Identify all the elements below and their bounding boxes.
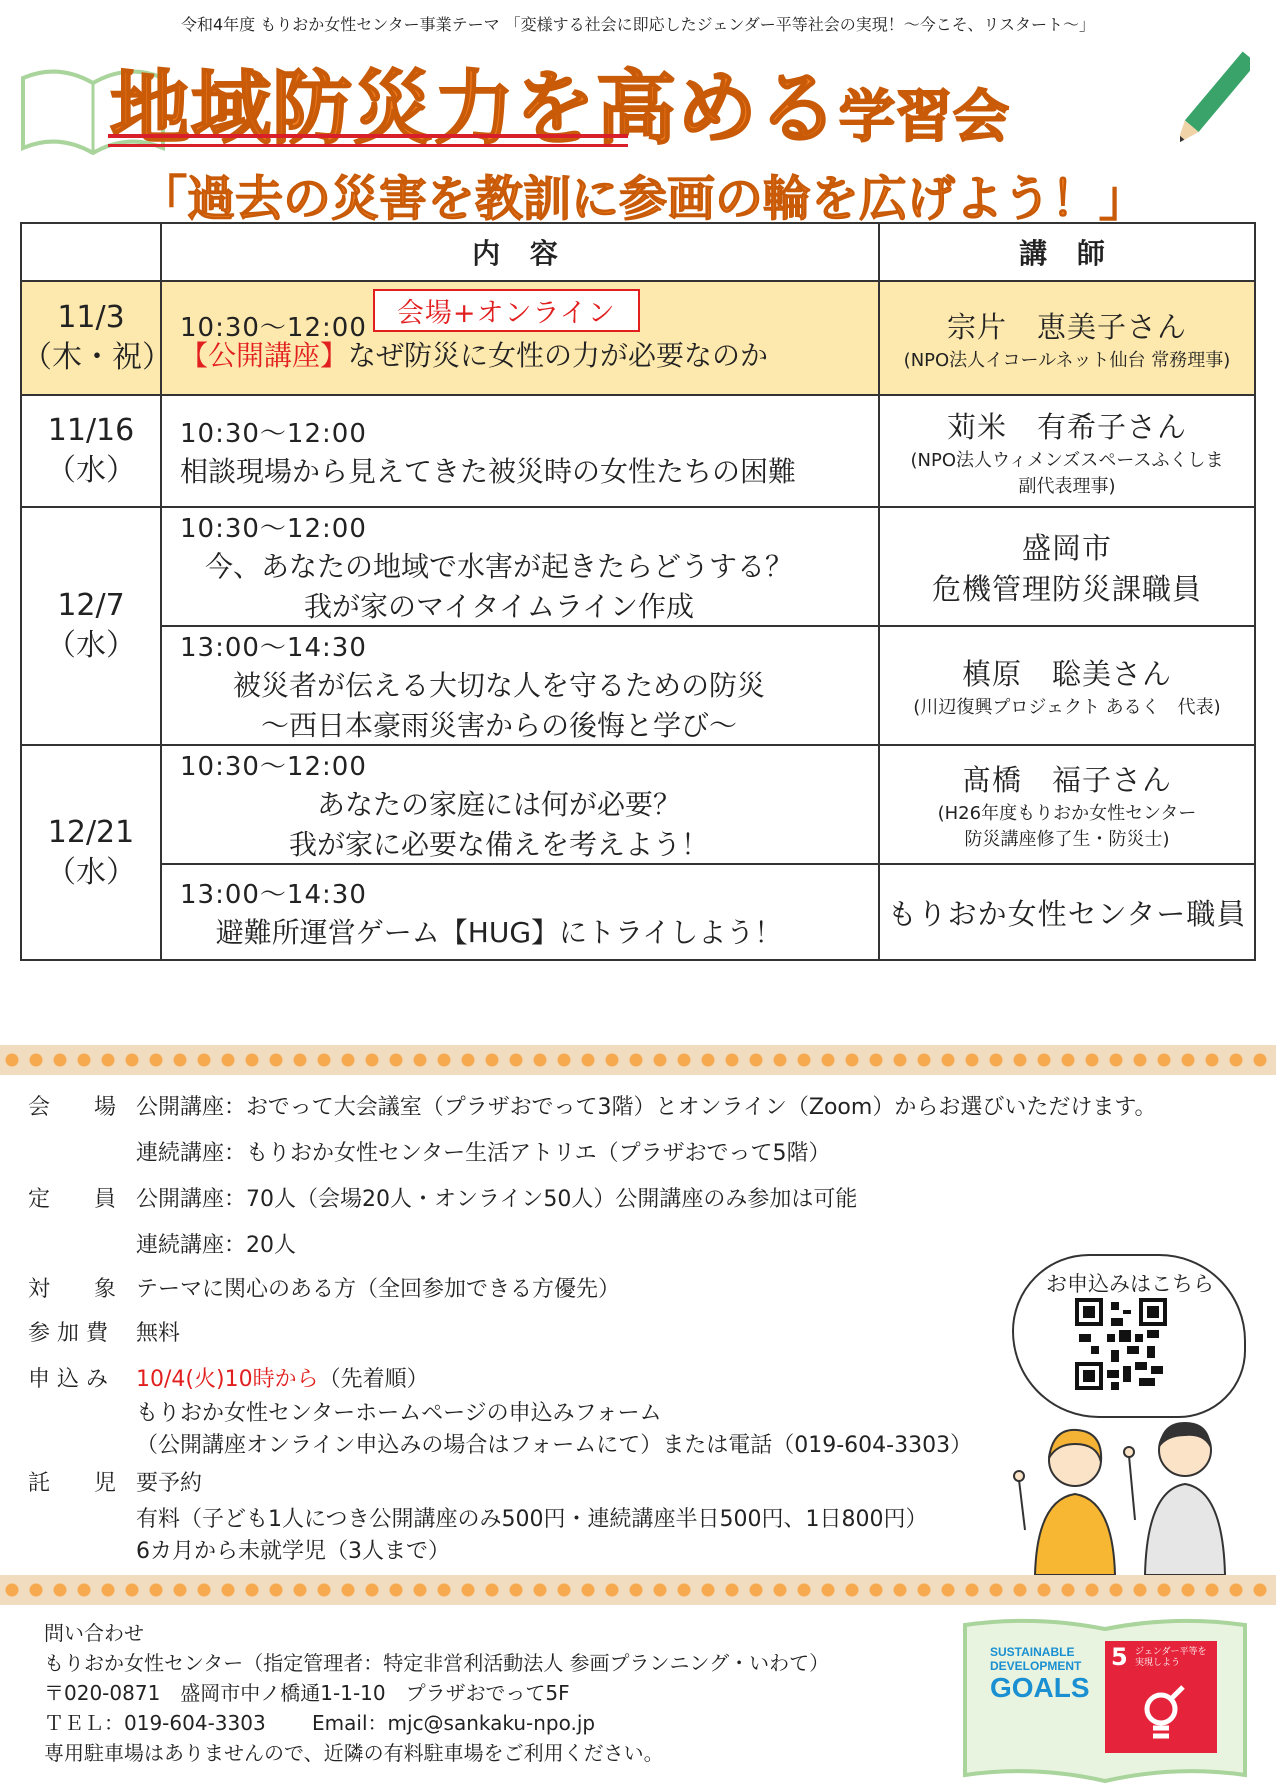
venue-badge: 会場+オンライン: [373, 289, 640, 332]
session-date: [21, 507, 161, 745]
lecturer-name: 髙橋 福子さん: [961, 763, 1172, 797]
info-childcare-row: [28, 1466, 202, 1502]
table-row: [21, 745, 1255, 864]
table-header-row: [21, 223, 1255, 281]
session-time: 13:00～14:30: [180, 879, 367, 910]
sdg-goal-number: 5: [1111, 1643, 1128, 1671]
capacity-series: 連続講座：20人: [136, 1233, 296, 1258]
session-time: 13:00～14:30: [180, 633, 367, 663]
sdg-line1: SUSTAINABLE: [990, 1645, 1075, 1659]
info-capacity-row: [28, 1182, 857, 1218]
session-content: [161, 745, 879, 864]
session-lecturer: [879, 281, 1255, 395]
gender-equality-icon: [1133, 1683, 1189, 1743]
info-childcare-row-2: [28, 1502, 928, 1538]
session-content: [161, 507, 879, 626]
info-venue-row: [28, 1090, 1157, 1126]
header-lecturer: 講 師: [879, 223, 1255, 281]
session-date: [21, 281, 172, 395]
table-row: [21, 395, 1255, 507]
table-row: [21, 507, 1255, 626]
lecturer-name: 苅米 有希子さん: [946, 409, 1187, 444]
capacity-public: 公開講座：70人（会場20人・オンライン50人）公開講座のみ参加は可能: [136, 1187, 858, 1212]
header-date: [21, 223, 161, 281]
date-text: 12/21: [47, 814, 135, 850]
lecturer-name: 盛岡市: [1021, 530, 1112, 565]
lecturer-name: もりおか女性センター職員: [887, 896, 1247, 931]
apply-note: （公開講座オンライン申込みの場合はフォームにて）または電話（019-604-3303）: [136, 1433, 973, 1458]
childcare-reserve: 要予約: [136, 1471, 203, 1496]
lecturer-org: (川辺復興プロジェクト あるく 代表): [913, 697, 1221, 718]
table-row: [21, 626, 1255, 745]
contact-parking: 専用駐車場はありませんので、近隣の有料駐車場をご利用ください。: [44, 1741, 664, 1765]
pencil-icon: [1180, 40, 1250, 160]
venue-public: 公開講座：おでって大会議室（プラザおでって3階）とオンライン（Zoom）からお選びいただけます。: [136, 1095, 1157, 1120]
session-lecturer: [879, 395, 1255, 507]
contact-address: 〒020-0871 盛岡市中ノ橋通1-1-10 プラザおでって5F: [44, 1681, 570, 1705]
topic-text: なぜ防災に女性の力が必要なのか: [348, 338, 769, 372]
apply-label: 申 込 み: [28, 1367, 108, 1392]
apply-order: （先着順）: [318, 1367, 429, 1392]
lecturer-name-2: 危機管理防災課職員: [931, 571, 1202, 606]
program-theme: 令和4年度 もりおか女性センター事業テーマ 「変様する社会に即応したジェンダー平等社会の実現！～今こそ、リスタート～」: [180, 15, 1096, 34]
session-topic: 避難所運営ゲーム【HUG】にトライしよう！: [215, 915, 783, 949]
day-text: （水）: [46, 854, 136, 890]
childcare-label: 託 児: [28, 1471, 117, 1496]
session-topic-2: ～西日本豪雨災害からの後悔と学び～: [260, 709, 737, 742]
info-target-row: [28, 1272, 620, 1308]
dotted-divider-bottom: [0, 1575, 1276, 1605]
capacity-label: 定 員: [28, 1187, 117, 1212]
lecturer-org: (H26年度もりおか女性センター: [937, 803, 1197, 824]
sdg-goal-text-1: ジェンダー平等を: [1135, 1647, 1207, 1657]
fee-value: 無料: [136, 1321, 181, 1346]
childcare-age: 6カ月から未就学児（3人まで）: [136, 1539, 450, 1564]
sdg-badge: [960, 1615, 1250, 1785]
info-childcare-row-3: [28, 1534, 450, 1570]
schedule-table: [20, 222, 1256, 961]
lecturer-org-2: 防災講座修了生・防災士): [964, 829, 1170, 850]
contact-tel-email: ＴＥＬ：019-604-3303 Email：mjc@sankaku-npo.jp: [44, 1711, 596, 1735]
session-topic: あなたの家庭には何が必要？: [316, 788, 681, 821]
info-apply-row-2: [28, 1396, 662, 1432]
sdg-goals: GOALS: [990, 1672, 1090, 1703]
session-content: [161, 864, 879, 960]
lecturer-name: 宗片 恵美子さん: [946, 309, 1187, 344]
session-content: [161, 281, 879, 395]
contact-title: 問い合わせ: [44, 1621, 144, 1645]
info-capacity-row-2: [28, 1228, 296, 1264]
fee-label: 参 加 費: [28, 1321, 108, 1346]
title-main-text: 地域防災力を高める: [110, 62, 839, 155]
sdg-goal-text-2: 実現しよう: [1135, 1658, 1181, 1668]
page-subtitle: 「過去の災害を教訓に参画の輪を広げよう！」: [138, 171, 1147, 227]
session-lecturer: [879, 507, 1255, 626]
session-lecturer: [879, 745, 1255, 864]
qr-code-icon[interactable]: [1075, 1298, 1167, 1390]
session-topic: [180, 334, 878, 374]
session-topic: 被災者が伝える大切な人を守るための防災: [232, 669, 765, 702]
session-time: 10:30～12:00: [180, 514, 367, 544]
session-content: [161, 626, 879, 745]
apply-date: 10/4(火)10時から: [136, 1367, 319, 1392]
session-topic: 相談現場から見えてきた被災時の女性たちの困難: [180, 454, 797, 488]
table-row: [21, 864, 1255, 960]
lecturer-org: (NPO法人ウィメンズスペースふくしま: [910, 449, 1224, 471]
time-text: 10:30～12:00: [180, 312, 367, 343]
lecturer-org: (NPO法人イコールネット仙台 常務理事): [903, 349, 1231, 371]
dotted-divider-top: [0, 1045, 1276, 1075]
contact-block: [44, 1618, 829, 1768]
day-text: （木・祝）: [22, 340, 172, 375]
lecturer-name: 槙原 聡美さん: [961, 657, 1172, 691]
info-apply-row: [28, 1362, 429, 1398]
session-time: 10:30～12:00: [180, 752, 367, 782]
info-fee-row: [28, 1316, 180, 1352]
day-text: （水）: [46, 628, 136, 663]
sdg-goal5-tile: [1105, 1641, 1217, 1753]
session-lecturer: [879, 626, 1255, 745]
date-text: 12/7: [57, 588, 125, 623]
contact-org: もりおか女性センター（指定管理者：特定非営利活動法人 参画プランニング・いわて）: [44, 1651, 830, 1675]
session-topic-2: 我が家のマイタイムライン作成: [303, 590, 695, 623]
sdg-goal-text: [1135, 1647, 1206, 1669]
sdg-line2: DEVELOPMENT: [990, 1659, 1082, 1673]
session-topic: 今、あなたの地域で水害が起きたらどうする？: [204, 550, 793, 583]
date-text: 11/3: [57, 300, 125, 335]
childcare-fee: 有料（子ども1人につき公開講座のみ500円・連続講座半日500円、1日800円）: [136, 1507, 928, 1532]
venue-label: 会 場: [28, 1095, 117, 1120]
header-content: 内 容: [161, 223, 879, 281]
apply-method: もりおか女性センターホームページの申込みフォーム: [136, 1401, 662, 1426]
session-date: [21, 395, 161, 507]
sdg-logo: [990, 1645, 1100, 1703]
target-value: テーマに関心のある方（全回参加できる方優先）: [136, 1277, 621, 1302]
target-label: 対 象: [28, 1277, 117, 1302]
day-text: （水）: [46, 453, 136, 488]
apply-here-text: お申込みはこちら: [1046, 1272, 1214, 1296]
lecturer-org-2: 副代表理事): [1018, 475, 1116, 497]
title-small-text: 学習会: [839, 85, 1010, 150]
session-date: [21, 745, 161, 960]
info-apply-row-3: [28, 1428, 972, 1464]
title-underline: [108, 134, 628, 147]
date-text: 11/16: [47, 413, 135, 448]
session-lecturer: [879, 864, 1255, 960]
public-lecture-label: 【公開講座】: [180, 338, 349, 372]
session-topic-2: 我が家に必要な備えを考えよう！: [288, 828, 709, 861]
table-row: [21, 281, 1255, 395]
info-venue-row-2: [28, 1136, 830, 1172]
people-illustration: [1005, 1410, 1255, 1575]
session-time: 10:30～12:00: [180, 418, 367, 449]
session-content: [161, 395, 879, 507]
venue-series: 連続講座：もりおか女性センター生活アトリエ（プラザおでって5階）: [136, 1141, 831, 1166]
